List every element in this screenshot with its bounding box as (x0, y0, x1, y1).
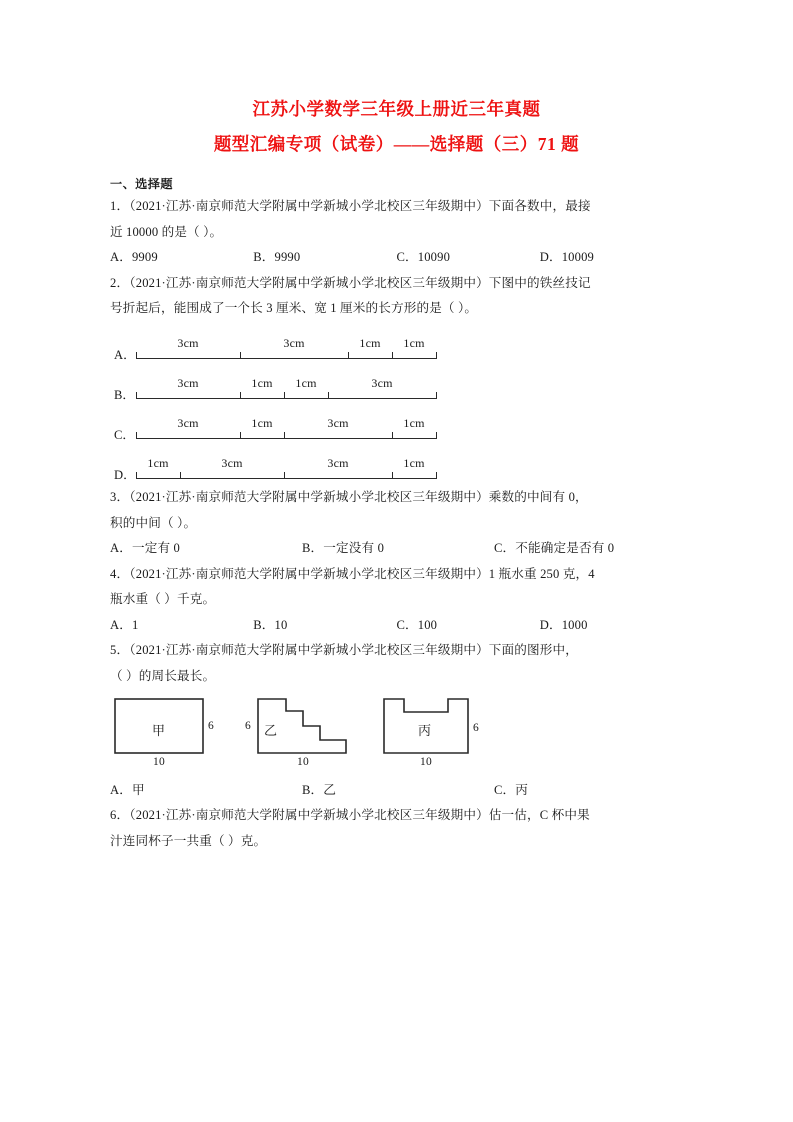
question-6-stem-continued (110, 829, 683, 854)
wire-baseline (136, 358, 436, 360)
wire-segment-label: 3cm (327, 456, 349, 471)
wire-diagram-a-canvas (136, 331, 436, 365)
question-1-stem-continued (110, 220, 683, 245)
question-4-options (110, 613, 683, 638)
wire-tick (284, 392, 285, 399)
question-4-stem-continued (110, 587, 683, 612)
wire-baseline (136, 438, 436, 440)
question-5-stem-line-1: （2021·江苏·南京师范大学附属中学新城小学北校区三年级期中）下面的图形中， (129, 643, 579, 658)
figure-jia-height-label: 6 (208, 719, 214, 732)
wire-tick (284, 472, 285, 479)
question-1-option-b[interactable]: B．9990 (253, 250, 301, 265)
figure-jia-name: 甲 (152, 722, 166, 738)
wire-tick (328, 392, 329, 399)
question-5 (110, 638, 683, 663)
wire-segment-label: 1cm (359, 336, 381, 351)
question-6-stem-line-1: （2021·江苏·南京师范大学附属中学新城小学北校区三年级期中）估一估，C 杯中果 (129, 808, 590, 823)
section-heading-choice: 一、选择题 (110, 177, 173, 192)
wire-segment-label: 3cm (283, 336, 305, 351)
question-3-option-c[interactable]: C．不能确定是否有 0 (494, 541, 615, 556)
wire-tick (436, 432, 437, 439)
figure-bing-width-label: 10 (420, 755, 432, 768)
figure-yi-width-label: 10 (297, 755, 309, 768)
figure-jia (114, 698, 216, 768)
figure-yi-height-label: 6 (245, 719, 251, 732)
question-2-stem-line-1: （2021·江苏·南京师范大学附属中学新城小学北校区三年级期中）下图中的铁丝技记 (129, 275, 591, 290)
question-3-option-a[interactable]: A．一定有 0 (110, 541, 180, 556)
question-5-option-c[interactable]: C．丙 (494, 782, 529, 797)
wire-segment-label: 1cm (251, 376, 273, 391)
document-title-line-1: 江苏小学数学三年级上册近三年真题 (252, 99, 541, 119)
wire-diagram-a[interactable] (110, 325, 683, 365)
wire-segment-label: 3cm (371, 376, 393, 391)
wire-diagram-c[interactable] (110, 405, 683, 445)
wire-tick (348, 352, 349, 359)
wire-diagram-b-label: B． (114, 388, 135, 403)
question-4-stem-line-2: 瓶水重（ ）千克。 (110, 592, 216, 607)
wire-diagram-c-label: C． (114, 428, 135, 443)
wire-tick (136, 432, 137, 439)
question-5-option-a[interactable]: A．甲 (110, 782, 145, 797)
figure-bing (372, 698, 490, 768)
question-1-stem-line-2: 近 10000 的是（ ）。 (110, 224, 223, 239)
document-title-line-2: 题型汇编专项（试卷）——选择题（三）71 题 (213, 133, 580, 154)
figure-yi-name: 乙 (264, 722, 278, 738)
wire-tick (436, 352, 437, 359)
question-2-wire-diagrams (110, 325, 683, 485)
question-3-stem-line-1: （2021·江苏·南京师范大学附属中学新城小学北校区三年级期中）乘数的中间有 0， (129, 490, 588, 505)
question-3-stem-line-2: 积的中间（ ）。 (110, 515, 197, 530)
figure-yi-shape (241, 698, 359, 760)
wire-segment-label: 1cm (403, 456, 425, 471)
wire-tick (240, 432, 241, 439)
wire-segment-label: 3cm (221, 456, 243, 471)
figure-jia-width-label: 10 (153, 755, 165, 768)
question-1-option-a[interactable]: A．9909 (110, 250, 158, 265)
wire-diagram-d[interactable] (110, 445, 683, 485)
figure-bing-height-label: 6 (473, 721, 479, 734)
question-4-stem-line-1: （2021·江苏·南京师范大学附属中学新城小学北校区三年级期中）1 瓶水重 250 克，4 (129, 566, 595, 581)
question-4 (110, 562, 683, 587)
wire-segment-label: 3cm (177, 336, 199, 351)
question-5-options (110, 778, 683, 803)
question-1-number: 1． (110, 199, 130, 214)
wire-tick (240, 392, 241, 399)
document-content (110, 98, 683, 854)
wire-baseline (136, 398, 436, 400)
question-1-option-d[interactable]: D．10009 (539, 250, 594, 265)
question-3-option-b[interactable]: B．一定没有 0 (302, 541, 385, 556)
question-4-number: 4． (110, 566, 130, 581)
wire-tick (136, 352, 137, 359)
question-1-option-c[interactable]: C．10090 (396, 250, 451, 265)
question-2-stem-continued (110, 296, 683, 321)
question-4-option-b[interactable]: B．10 (253, 617, 288, 632)
question-5-figures (110, 698, 683, 776)
wire-tick (180, 472, 181, 479)
question-4-option-c[interactable]: C．100 (396, 617, 438, 632)
figure-yi (241, 698, 359, 768)
wire-segment-label: 1cm (403, 336, 425, 351)
wire-tick (436, 392, 437, 399)
wire-segment-label: 1cm (403, 416, 425, 431)
question-5-stem-line-2: （ ）的周长最长。 (110, 668, 216, 683)
wire-tick (136, 472, 137, 479)
wire-tick (392, 472, 393, 479)
wire-diagram-d-label: D． (114, 468, 136, 483)
wire-segment-label: 3cm (327, 416, 349, 431)
wire-tick (284, 432, 285, 439)
question-5-stem-continued (110, 664, 683, 689)
question-3-number: 3． (110, 490, 130, 505)
wire-diagram-a-label: A． (114, 348, 136, 363)
question-3-options (110, 536, 683, 561)
question-5-number: 5． (110, 643, 130, 658)
wire-diagram-b[interactable] (110, 365, 683, 405)
question-6 (110, 803, 683, 828)
question-1-options (110, 245, 683, 270)
wire-tick (392, 432, 393, 439)
question-4-option-d[interactable]: D．1000 (539, 617, 588, 632)
wire-diagram-d-canvas (136, 451, 436, 485)
wire-tick (392, 352, 393, 359)
wire-segment-label: 3cm (177, 416, 199, 431)
question-5-option-b[interactable]: B．乙 (302, 782, 337, 797)
question-2 (110, 271, 683, 296)
question-3 (110, 485, 683, 510)
question-2-stem-line-2: 号折起后，能围成了一个长 3 厘米、宽 1 厘米的长方形的是（ ）。 (110, 301, 478, 315)
wire-segment-label: 1cm (147, 456, 169, 471)
wire-segment-label: 3cm (177, 376, 199, 391)
question-6-stem-line-2: 汁连同杯子一共重（ ）克。 (110, 833, 267, 848)
question-1-stem-line-1: （2021·江苏·南京师范大学附属中学新城小学北校区三年级期中）下面各数中，最接 (129, 199, 591, 214)
figure-bing-name: 丙 (418, 722, 432, 738)
wire-segment-label: 1cm (251, 416, 273, 431)
wire-diagram-c-canvas (136, 411, 436, 445)
question-6-number: 6． (110, 808, 130, 823)
question-4-option-a[interactable]: A．1 (110, 617, 139, 632)
question-2-number: 2． (110, 275, 130, 290)
question-1 (110, 194, 683, 219)
wire-tick (240, 352, 241, 359)
wire-diagram-b-canvas (136, 371, 436, 405)
question-3-stem-continued (110, 511, 683, 536)
wire-tick (436, 472, 437, 479)
wire-tick (136, 392, 137, 399)
wire-segment-label: 1cm (295, 376, 317, 391)
